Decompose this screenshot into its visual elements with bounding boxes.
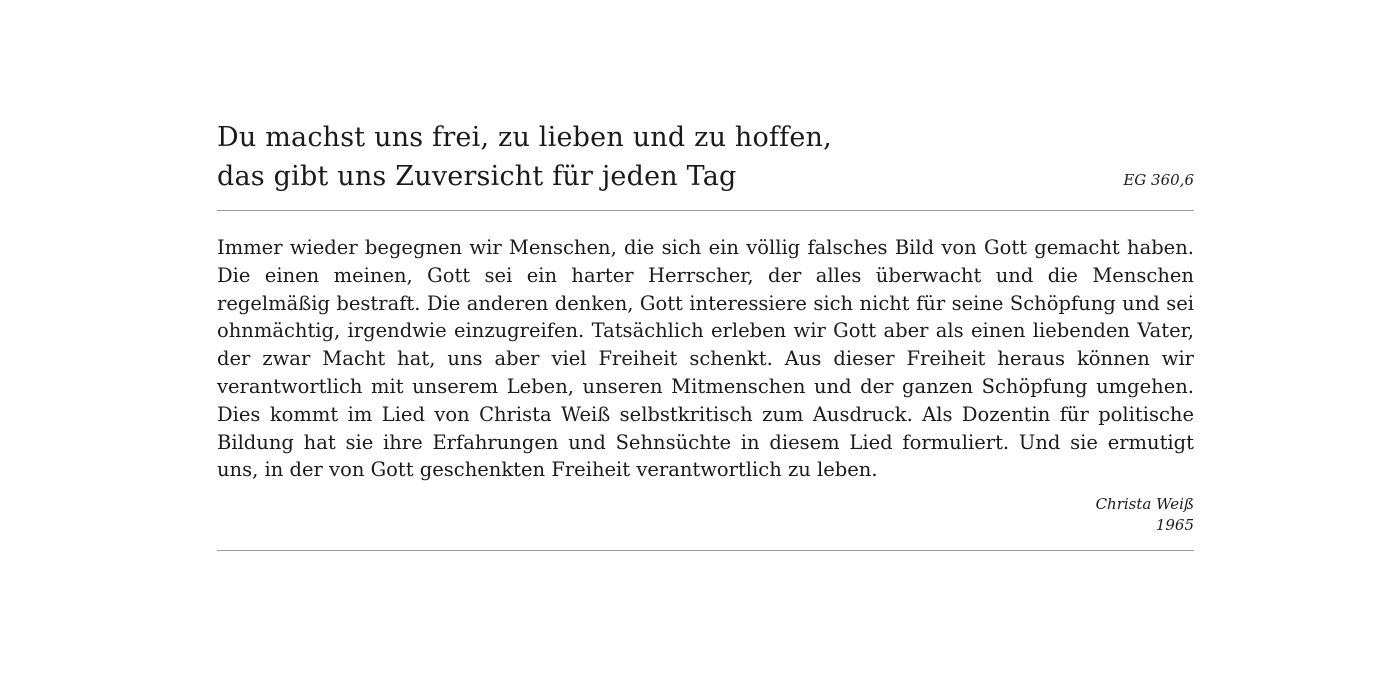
bottom-divider [217, 550, 1194, 551]
body-text: Immer wieder begegnen wir Menschen, die sich ein völlig falsches Bild von Gott gemacht haben. Die einen meinen, Gott sei ein harter Herrscher, der alles überwacht und die Menschen regelmäßig bestraft. Die anderen denken, Gott interessiere sich nicht für seine Schöpfung und sei ohnmächtig, irgendwie einzugreifen. Tatsächlich erleben wir Gott aber als einen liebenden Vater, der zwar Macht hat, uns aber viel Freiheit schenkt. Aus dieser Freiheit heraus können wir verantwortlich mit unserem Leben, unseren Mitmenschen und der ganzen Schöpfung umgehen. Dies kommt im Lied von Christa Weiß selbstkritisch zum Ausdruck. Als Dozentin für politische Bildung hat sie ihre Erfahrungen und Sehnsüchte in diesem Lied formuliert. Und sie ermutigt uns, in der von Gott geschenkten Freiheit verantwortlich zu leben. [217, 236, 1194, 482]
author-year: 1965 [1155, 516, 1194, 535]
author-name: Christa Weiß [1095, 495, 1194, 514]
song-verse-title [217, 118, 1194, 196]
top-divider [217, 210, 1194, 211]
header [217, 118, 1194, 200]
hymn-reference: EG 360,6 [1123, 171, 1194, 189]
title-line-1: Du machst uns frei, zu lieben und zu hoffen, [217, 122, 832, 153]
title-line-2: das gibt uns Zuversicht für jeden Tag [217, 161, 737, 192]
devotional-page [217, 118, 1194, 551]
signature [217, 494, 1194, 536]
